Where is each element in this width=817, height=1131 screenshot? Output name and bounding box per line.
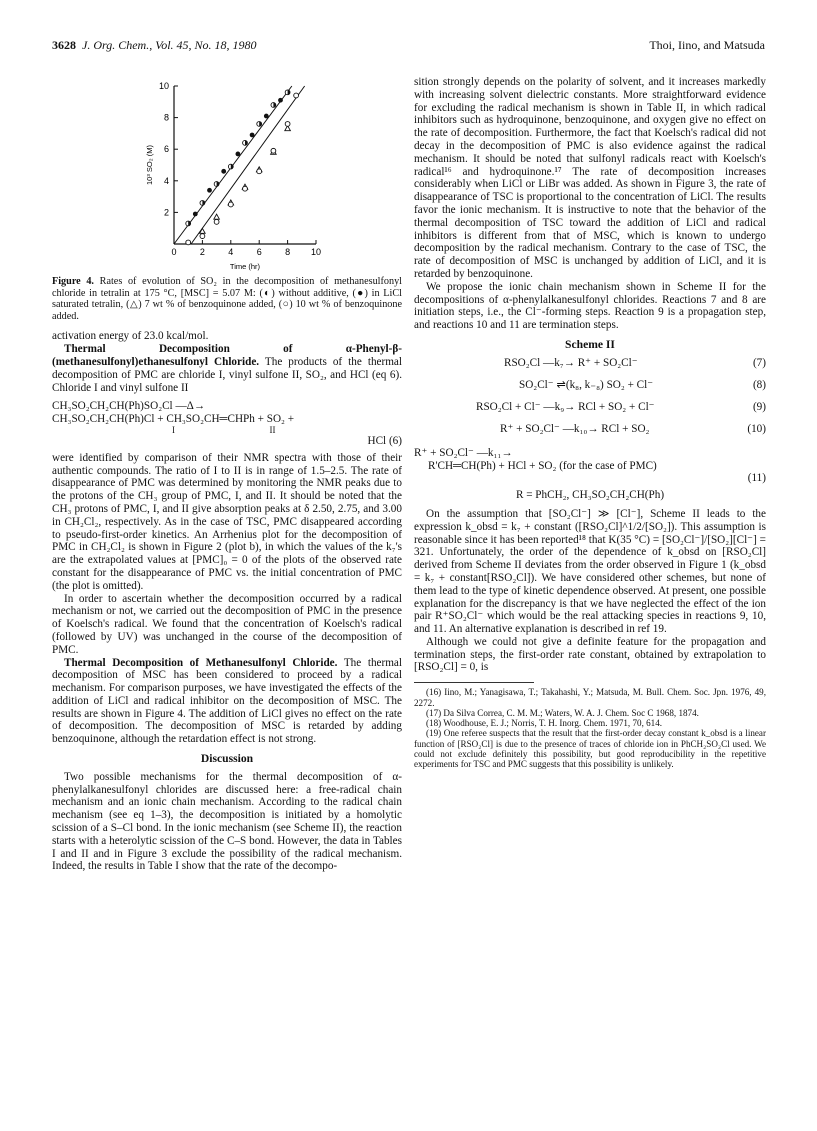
paragraph: Although we could not give a definite feature for the propagation and termination steps, the first-order rate constant, obtained by extrapolation to [RSO₂Cl] = 0, is: [414, 635, 766, 674]
data-point-open: [271, 148, 276, 153]
equation-11: R⁺ + SO₂Cl⁻ —k₁₁→ R'CH═CH(Ph) + HCl + SO₂ (for the case of PMC) (11): [414, 446, 766, 485]
fit-line: [191, 86, 305, 244]
section-heading: Thermal Decomposition of Methanesulfonyl Chloride.: [64, 656, 338, 669]
x-tick-label: 2: [199, 247, 205, 257]
y-axis-label: 10³ SO₂ (M): [145, 145, 154, 185]
paragraph: Thermal Decomposition of α-Phenyl-β-(methanesulfonyl)ethanesulfonyl Chloride. The products of the thermal decomposition of PMC are chloride I, vinyl sulfone II, SO₂, and HCl (eq 6). Chloride I and vinyl sulfone II: [52, 343, 403, 394]
equation-6: CH₃SO₂CH₂CH(Ph)SO₂Cl —Δ→ CH₃SO₂CH₂CH(Ph)Cl + CH₃SO₂CH═CHPh + SO₂ + I II HCl (6): [52, 400, 402, 447]
footnote-18: (18) Woodhouse, E. J.; Norris, T. H. Inorg. Chem. 1971, 70, 614.: [426, 718, 663, 729]
left-column: [52, 76, 402, 873]
equation-10: R⁺ + SO₂Cl⁻ —k₁₀→ RCl + SO₂ (10): [500, 422, 766, 435]
data-point-filled: [207, 188, 212, 193]
paragraph: Thermal Decomposition of Methanesulfonyl Chloride. The thermal decomposition of MSC has been considered to proceed by a radical mechanism. For comparison purposes, we have investigated the effects of the addition of LiCl and radical inhibitor on the decomposition of MSC. The results are shown in Figure 4. The addition of LiCl gives no effect on the rate of decomposition. The decomposition of MSC is retarded by adding benzoquinone, although the retardation effect is not strong.: [52, 656, 402, 746]
paragraph: sition strongly depends on the polarity of solvent, and it increases markedly with increasing solvent dielectric constants. More straightforward evidence for excluding the radical mechanism is shown in Table II, in which radical inhibitors such as hydroquinone, benzoquinone, and oxygen give no effect on the rate of decomposition. Furthermore, the fact that Koelsch's radical did not decay in the decomposition of PMC is also evidence against the radical mechanism. It should be noted that sulfonyl radicals react with Koelsch's radical¹⁶ and hydroquinone.¹⁷ The rate of decomposition increases considerably when LiCl or LiBr was added. As shown in Figure 3, the rate of disappearance of TSC is proportional to the concentration of LiCl. The results favor the ionic mechanism. It is instructive to note that the behavior of the thermal decomposition of TSC toward the addition of LiCl and radical inhibitors is different from that of MSC, which is known to undergo decomposition by the radical mechanism. Contrary to the case of TSC, the rate of decomposition of MSC is unchanged by addition of LiCl, and it is retarded by benzoquinone.: [414, 76, 766, 280]
r-definition: R = PhCH₂, CH₃SO₂CH₂CH(Ph): [515, 489, 665, 502]
references: [414, 687, 766, 769]
data-point-filled: [221, 169, 226, 174]
y-tick-label: 8: [163, 112, 169, 123]
figure-4-chart: [52, 76, 402, 272]
footnote-16: (16) Iino, M.; Yanagisawa, T.; Takahashi, Y.; Matsuda, M. Bull. Chem. Soc. Jpn. 1976, 49, 2272.: [414, 687, 766, 708]
data-point-open: [186, 240, 191, 245]
data-point-filled: [193, 212, 198, 217]
data-point-filled: [250, 133, 255, 138]
data-point-open: [257, 169, 262, 174]
equation-7: RSO₂Cl —k₇→ R⁺ + SO₂Cl⁻ (7): [504, 356, 766, 369]
y-tick-label: 10: [158, 81, 169, 91]
section-heading: Thermal Decomposition of α-Phenyl-β-(methanesulfonyl)ethanesulfonyl Chloride.: [52, 343, 402, 368]
right-column: [414, 76, 766, 770]
page-number: 3628: [52, 38, 76, 52]
y-tick-label: 2: [163, 207, 169, 218]
x-tick-label: 6: [256, 247, 262, 257]
paragraph: were identified by comparison of their NMR spectra with those of their authentic compounds. The ratio of I to II is in range of 1.5–2.5. The rate of disappearance of PMC was determined by monitoring the NMR peaks due to the protons of the CH₃ group of PMC, I, and II. It should be noted that the CH₃ protons of PMC, I, and II give absorption peaks at δ 2.50, 2.75, and 3.00 in CH₂Cl₂, respectively. As in the case of TSC, PMC disappeared according to pseudo-first-order kinetics. An Arrhenius plot for the decomposition of PMC in CH₂Cl₂ is shown in Figure 2 (plot b), in which the values of the k₇'s are the extrapolated values at [PMC]₀ = 0 of the plots of the observed rate constant for the disappearance of PMC vs. the initial concentration of PMC (the plot is omitted).: [52, 451, 402, 592]
journal-citation: J. Org. Chem., Vol. 45, No. 18, 1980: [82, 38, 257, 52]
data-point-filled: [278, 98, 283, 103]
data-point-filled: [264, 114, 269, 119]
running-header: [52, 38, 765, 56]
paragraph: activation energy of 23.0 kcal/mol.: [52, 330, 209, 343]
footnote-19: (19) One referee suspects that the result that the first-order decay constant k_obsd is a linear function of [RSO₂Cl] is due to the presence of traces of chloride ion in PhCH₂SO₂Cl used. We could not exclude definitely this possibility, but good reproducibility in the repetitive experiments for TSC and PMC suggests that this possibility is unlikely.: [414, 728, 766, 770]
y-tick-label: 6: [163, 144, 169, 155]
x-axis-label: Time (hr): [229, 262, 261, 271]
equation-8: SO₂Cl⁻ ⇌(k₈, k₋₈) SO₂ + Cl⁻ (8): [519, 378, 766, 391]
x-tick-label: 4: [228, 247, 234, 257]
discussion-heading: Discussion: [200, 752, 254, 766]
data-point-open: [200, 234, 205, 239]
footnote-rule: [414, 682, 534, 683]
data-point-triangle: [214, 214, 220, 219]
x-tick-label: 0: [171, 247, 177, 257]
scheme-title: Scheme II: [565, 337, 615, 351]
equation-9: RSO₂Cl + Cl⁻ —k₉→ RCl + SO₂ + Cl⁻ (9): [476, 400, 766, 413]
data-point-filled: [236, 152, 241, 157]
data-point-open: [243, 186, 248, 191]
paragraph: We propose the ionic chain mechanism shown in Scheme II for the decompositions of α-phenylalkanesulfonyl chlorides. Reactions 7 and 8 are initiation steps, i.e., the Cl⁻-forming steps. Reaction 9 is a propagation step, and reactions 10 and 11 are termination steps.: [414, 280, 766, 332]
paragraph: Two possible mechanisms for the thermal decomposition of α-phenylalkanesulfonyl chlorides are discussed here: a free-radical chain mechanism and an ionic chain mechanism. According to the radical chain mechanism (see eq 1–3), the decomposition is initiated by a homolytic scission of a S–Cl bond. In the ionic mechanism (see Scheme II), the reaction starts with a heterolytic scission of the C–S bond. However, the data in Tables I and II and in Figure 3 exclude the possibility of the radical mechanism. Indeed, the results in Table I show that the rate of the decompo-: [52, 770, 402, 873]
x-tick-label: 10: [310, 247, 322, 257]
x-tick-label: 8: [285, 247, 291, 257]
figure-4: [52, 76, 402, 272]
data-point-open: [228, 202, 233, 207]
paragraph: In order to ascertain whether the decomposition occurred by a radical mechanism or not, we carried out the decomposition of PMC in the presence of Koelsch's radical. We found that the concentration of Koelsch's radical (followed by UV) was unchanged in the course of the decomposition of PMC.: [52, 592, 402, 656]
header-authors: Thoi, Iino, and Matsuda: [649, 38, 765, 52]
y-tick-label: 4: [163, 175, 169, 186]
paragraph: On the assumption that [SO₂Cl⁻] ≫ [Cl⁻], Scheme II leads to the expression k_obsd = k₇ + constant ([RSO₂Cl]^1/2/[SO₂]). This assumption is reasonable since it has been reported¹⁸ that K(35 °C) = [SO₂Cl⁻]/[SO₂][Cl⁻] = 321. Unfortunately, the order of the dependence of k_obsd on [RSO₂Cl] derived from Scheme II deviates from the order observed in Figure 1 (k_obsd = k₇ + constant[RSO₂Cl]). We have considered other schemes, but none of them lead to the type of kinetic dependence observed. At present, one possible explanation for the discrepancy is that we have neglected the effect of the ion pair R⁺SO₂Cl⁻ which would be the real attacking species in reactions 9, 10, and 11. An alternative explanation is described in ref 19.: [414, 507, 766, 636]
data-point-open: [214, 219, 219, 224]
data-point-open: [285, 122, 290, 127]
header-left: [52, 38, 257, 53]
data-point-open: [294, 93, 299, 98]
footnote-17: (17) Da Silva Correa, C. M. M.; Waters, W. A. J. Chem. Soc C 1968, 1874.: [426, 707, 699, 718]
figure-caption: Figure 4. Rates of evolution of SO₂ in the decomposition of methanesulfonyl chloride in tetralin at 175 °C, [MSC] = 5.07 M: (◐) without additive, (●) in LiCl saturated tetralin, (△) 7 wt % of benzoquinone added, (○) 10 wt % of benzoquinone added.: [52, 276, 403, 322]
